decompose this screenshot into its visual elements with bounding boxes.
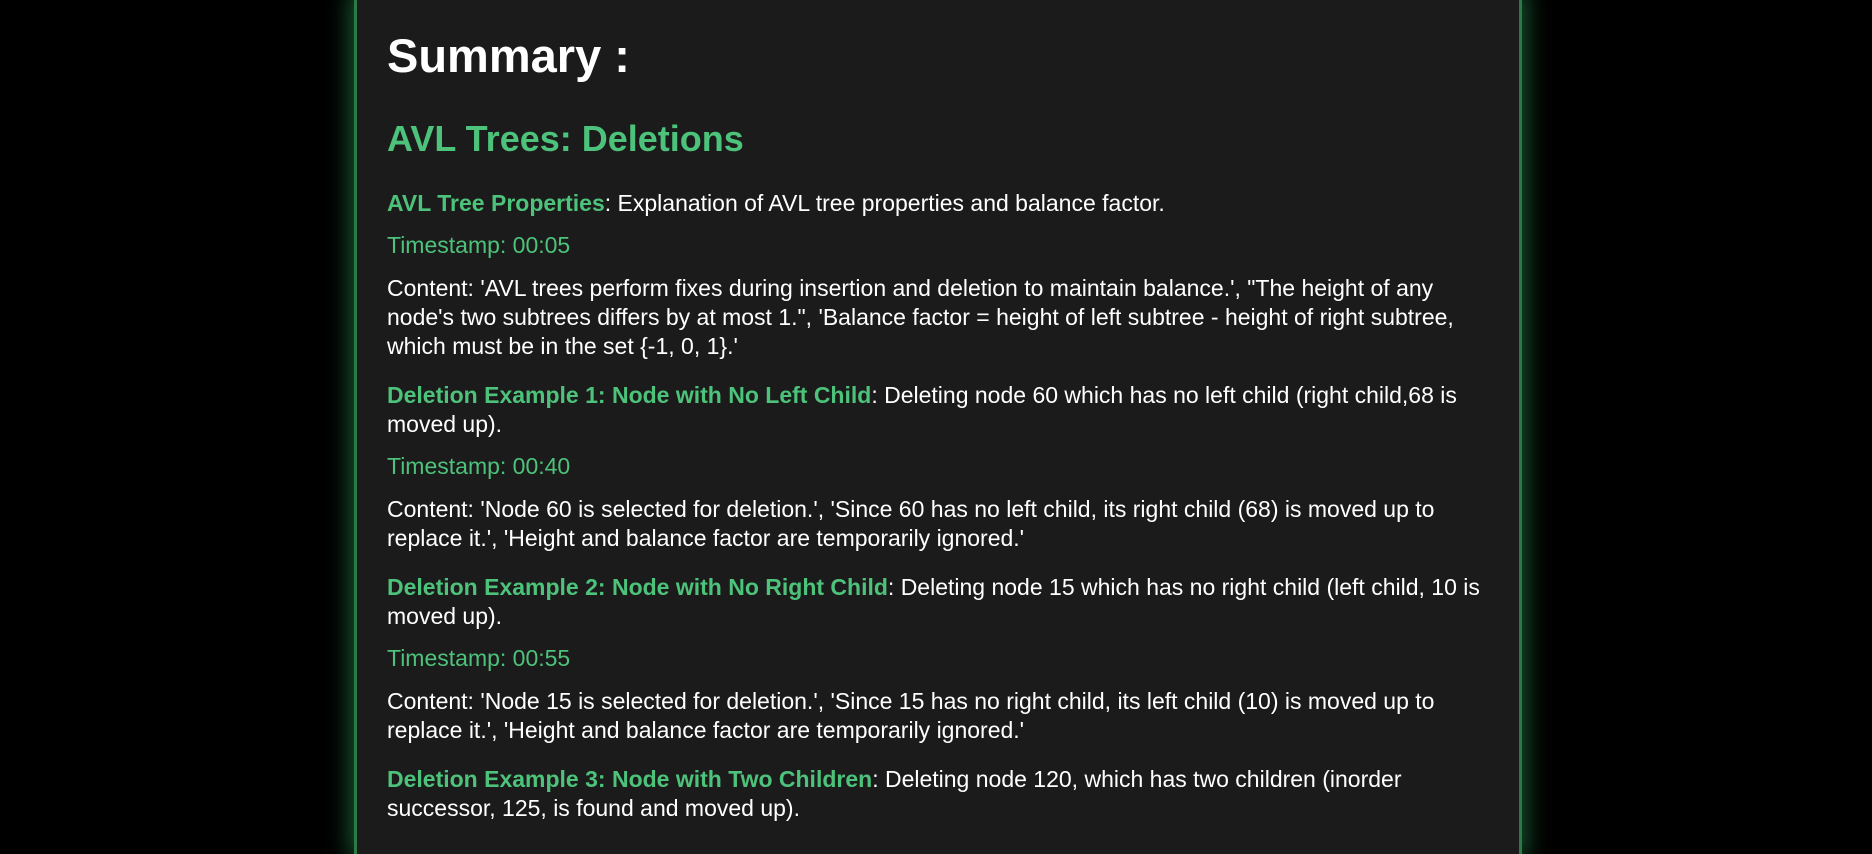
summary-title: Summary : (387, 29, 630, 82)
section-heading (387, 381, 1501, 439)
section-timestamp: Timestamp: 00:05 (387, 232, 571, 258)
section-heading (387, 765, 1501, 823)
section-timestamp: Timestamp: 00:40 (387, 453, 571, 479)
section (387, 189, 1501, 361)
section-description: : Deleting node 60 which has no left child (right child,68 is moved up). (387, 382, 1457, 437)
summary-panel (354, 0, 1522, 854)
section (387, 573, 1501, 745)
section (387, 381, 1501, 553)
section-content: Content: 'Node 60 is selected for deletion.', 'Since 60 has no left child, its right child (68) is moved up to replace it.', 'Height and balance factor are temporarily ignored.' (387, 496, 1435, 551)
section-description: : Explanation of AVL tree properties and balance factor. (604, 190, 1165, 216)
sections-list (387, 189, 1501, 836)
section-name: AVL Tree Properties (387, 190, 605, 216)
section-name: Deletion Example 3: Node with Two Children (387, 766, 873, 792)
section-name: Deletion Example 2: Node with No Right Child (387, 574, 888, 600)
section-content: Content: 'AVL trees perform fixes during insertion and deletion to maintain balance.', "The height of any node's two subtrees differs by at most 1.", 'Balance factor = height of left subtree - height of right subtree, which must be in the set {-1, 0, 1}.' (387, 275, 1454, 359)
section-heading (387, 189, 1501, 218)
section (387, 765, 1501, 823)
section-description: : Deleting node 15 which has no right child (left child, 10 is moved up). (387, 574, 1480, 629)
section-timestamp: Timestamp: 00:55 (387, 645, 571, 671)
section-content: Content: 'Node 15 is selected for deletion.', 'Since 15 has no right child, its left child (10) is moved up to replace it.', 'Height and balance factor are temporarily ignored.' (387, 688, 1435, 743)
section-description: : Deleting node 120, which has two children (inorder successor, 125, is found and moved up). (387, 766, 1402, 821)
section-name: Deletion Example 1: Node with No Left Child (387, 382, 872, 408)
page-subtitle: AVL Trees: Deletions (387, 118, 744, 159)
section-heading (387, 573, 1501, 631)
